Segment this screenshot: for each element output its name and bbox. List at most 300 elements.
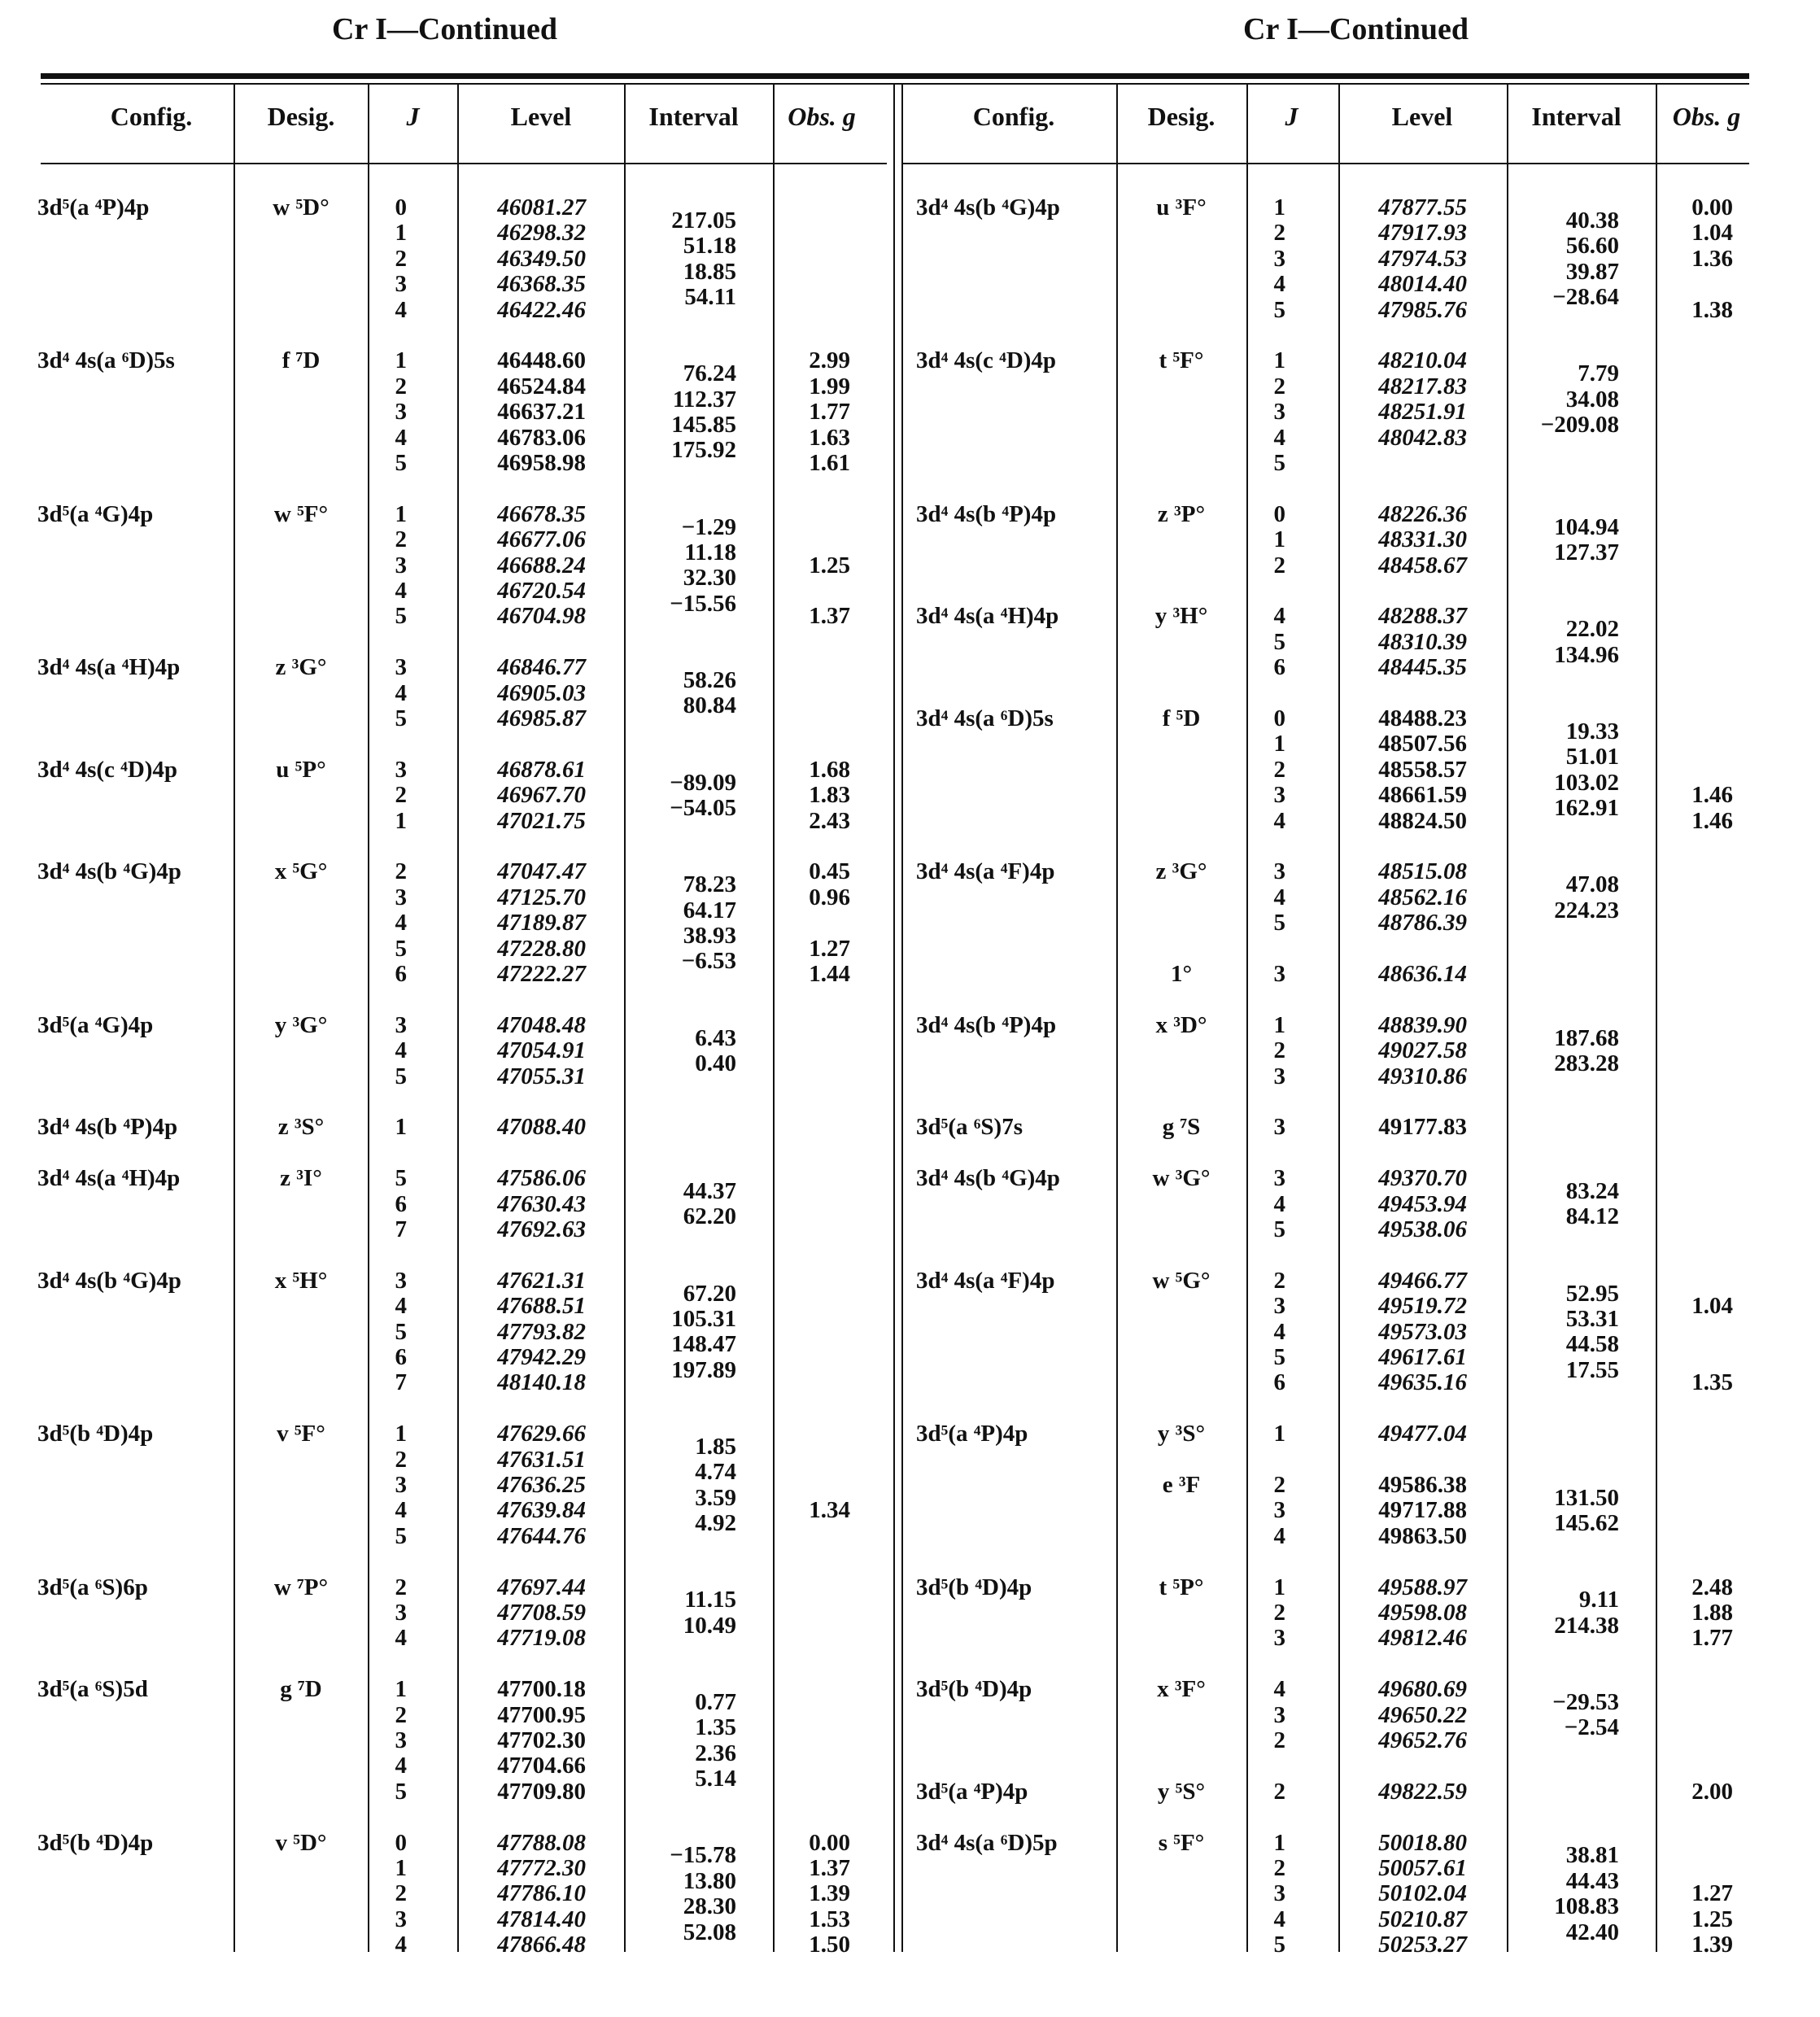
j-value: 1	[1273, 1011, 1285, 1038]
j-value: 3	[395, 552, 407, 578]
designation-label: z ³I°	[280, 1165, 322, 1192]
config-label: 3d⁴ 4s(b ⁴P)4p	[916, 1011, 1057, 1038]
j-value: 5	[395, 705, 407, 731]
column-rule	[368, 85, 369, 1952]
interval-value: 187.68	[1554, 1024, 1619, 1051]
level-value: 47054.91	[497, 1037, 586, 1064]
level-value: 47631.51	[497, 1446, 586, 1473]
j-value: 1	[395, 1855, 407, 1881]
interval-value: −89.09	[670, 769, 736, 796]
interval-value: −15.78	[670, 1842, 736, 1869]
j-value: 2	[1273, 1600, 1285, 1626]
obs-g-value: 1.99	[809, 373, 850, 399]
level-value: 48210.04	[1378, 347, 1467, 374]
j-value: 2	[395, 373, 407, 399]
interval-value: 131.50	[1554, 1484, 1619, 1511]
level-value: 48824.50	[1378, 807, 1467, 834]
interval-value: 40.38	[1565, 207, 1619, 234]
interval-value: 145.62	[1554, 1510, 1619, 1537]
j-value: 1	[395, 347, 407, 374]
j-value: 3	[1273, 245, 1285, 272]
j-value: 3	[395, 1727, 407, 1753]
j-value: 5	[1273, 450, 1285, 476]
level-value: 49027.58	[1378, 1037, 1467, 1064]
j-value: 5	[1273, 1932, 1285, 1958]
interval-value: 17.55	[1565, 1356, 1619, 1383]
config-label: 3d⁴ 4s(c ⁴D)4p	[37, 756, 178, 783]
level-value: 49453.94	[1378, 1190, 1467, 1217]
j-value: 6	[395, 1344, 407, 1370]
interval-value: −54.05	[670, 794, 736, 821]
designation-label: y ⁵S°	[1157, 1778, 1206, 1805]
interval-value: 56.60	[1565, 233, 1619, 260]
level-value: 47629.66	[497, 1421, 586, 1447]
level-value: 48558.57	[1378, 756, 1467, 783]
obs-g-value: 1.61	[809, 450, 850, 476]
designation-label: x ⁵G°	[274, 858, 328, 885]
j-value: 7	[395, 1369, 407, 1396]
obs-g-value: 2.43	[809, 807, 850, 834]
obs-g-value: 1.83	[809, 782, 850, 809]
level-value: 47048.48	[497, 1011, 586, 1038]
level-value: 47866.48	[497, 1932, 586, 1958]
j-value: 2	[1273, 756, 1285, 783]
designation-label: w ⁵F°	[273, 500, 329, 527]
config-label: 3d⁵(a ⁴P)4p	[916, 1778, 1028, 1805]
level-value: 49538.06	[1378, 1216, 1467, 1242]
obs-g-value: 1.36	[1691, 245, 1733, 272]
interval-value: 3.59	[695, 1484, 736, 1511]
level-value: 48661.59	[1378, 782, 1467, 809]
obs-g-value: 1.88	[1691, 1600, 1733, 1626]
interval-value: 78.23	[683, 871, 736, 898]
j-value: 1	[1273, 1421, 1285, 1447]
j-value: 0	[1273, 705, 1285, 731]
obs-g-value: 0.45	[809, 858, 850, 885]
level-value: 46081.27	[497, 194, 586, 220]
interval-value: 52.95	[1565, 1280, 1619, 1307]
j-value: 2	[1273, 220, 1285, 247]
j-value: 1	[1273, 194, 1285, 220]
j-value: 4	[1273, 884, 1285, 910]
level-value: 47088.40	[497, 1114, 586, 1141]
obs-g-value: 0.96	[809, 884, 850, 910]
j-value: 3	[1273, 1165, 1285, 1192]
level-value: 49717.88	[1378, 1497, 1467, 1524]
j-value: 2	[395, 1446, 407, 1473]
config-label: 3d⁴ 4s(a ⁴F)4p	[916, 1267, 1055, 1294]
interval-value: 7.79	[1578, 360, 1619, 387]
interval-value: 145.85	[671, 411, 736, 438]
j-value: 4	[395, 1037, 407, 1064]
column-header: Level	[1391, 102, 1453, 131]
interval-value: 51.01	[1565, 744, 1619, 771]
interval-value: −2.54	[1564, 1714, 1619, 1741]
interval-value: 32.30	[683, 565, 736, 592]
j-value: 4	[395, 1932, 407, 1958]
interval-value: 175.92	[671, 437, 736, 464]
level-value: 46422.46	[497, 296, 586, 323]
designation-label: w ⁷P°	[273, 1574, 329, 1600]
level-value: 49680.69	[1378, 1676, 1467, 1703]
level-value: 48140.18	[497, 1369, 586, 1396]
config-label: 3d⁴ 4s(b ⁴G)4p	[37, 1267, 181, 1294]
level-value: 46524.84	[497, 373, 586, 399]
config-label: 3d⁵(b ⁴D)4p	[37, 1829, 154, 1856]
level-value: 47814.40	[497, 1906, 586, 1932]
level-value: 47630.43	[497, 1190, 586, 1217]
level-value: 46985.87	[497, 705, 586, 731]
obs-g-value: 1.53	[809, 1906, 850, 1932]
j-value: 3	[395, 1267, 407, 1294]
level-value: 47793.82	[497, 1318, 586, 1345]
level-value: 47047.47	[497, 858, 586, 885]
level-value: 46637.21	[497, 399, 586, 426]
interval-value: −28.64	[1552, 283, 1619, 310]
config-label: 3d⁵(a ⁴G)4p	[37, 1011, 154, 1038]
designation-label: y ³S°	[1157, 1421, 1206, 1447]
level-value: 46688.24	[497, 552, 586, 578]
j-value: 5	[395, 603, 407, 630]
interval-value: 13.80	[683, 1867, 736, 1894]
interval-value: 0.40	[695, 1050, 736, 1076]
obs-g-value: 1.44	[809, 961, 850, 987]
obs-g-value: 1.46	[1691, 807, 1733, 834]
interval-value: −209.08	[1540, 411, 1619, 438]
j-value: 4	[1273, 271, 1285, 298]
level-value: 48288.37	[1378, 603, 1467, 630]
interval-value: 83.24	[1565, 1177, 1619, 1204]
j-value: 1	[395, 1676, 407, 1703]
obs-g-value: 2.48	[1691, 1574, 1733, 1600]
column-header: Level	[510, 102, 572, 131]
j-value: 2	[395, 526, 407, 553]
designation-label: w ⁵D°	[273, 194, 330, 220]
level-value: 46783.06	[497, 424, 586, 451]
j-value: 3	[1273, 399, 1285, 426]
config-label: 3d⁴ 4s(a ⁴H)4p	[37, 654, 181, 681]
j-value: 4	[395, 424, 407, 451]
j-value: 5	[1273, 910, 1285, 936]
level-value: 47917.93	[1378, 220, 1467, 247]
designation-label: f ⁵D	[1162, 705, 1201, 731]
config-label: 3d⁴ 4s(a ⁶D)5p	[916, 1829, 1058, 1856]
config-label: 3d⁴ 4s(b ⁴G)4p	[916, 1165, 1060, 1192]
j-value: 0	[395, 1829, 407, 1856]
column-header: Obs. g	[1672, 102, 1741, 131]
obs-g-value: 0.00	[809, 1829, 850, 1856]
interval-value: 4.92	[695, 1510, 736, 1537]
j-value: 2	[1273, 552, 1285, 578]
interval-value: 217.05	[671, 207, 736, 234]
designation-label: f ⁷D	[282, 347, 321, 374]
level-value: 47985.76	[1378, 296, 1467, 323]
j-value: 3	[395, 1472, 407, 1498]
interval-value: 11.18	[684, 539, 736, 565]
interval-value: 47.08	[1565, 871, 1619, 898]
j-value: 6	[1273, 654, 1285, 681]
designation-label: v ⁵D°	[275, 1829, 327, 1856]
level-value: 47021.75	[497, 807, 586, 834]
config-label: 3d⁵(b ⁴D)4p	[37, 1421, 154, 1447]
designation-label: 1°	[1170, 961, 1193, 987]
designation-label: t ⁵P°	[1159, 1574, 1204, 1600]
interval-value: 214.38	[1554, 1612, 1619, 1639]
j-value: 0	[1273, 500, 1285, 527]
interval-value: 44.43	[1565, 1867, 1619, 1894]
level-value: 47639.84	[497, 1497, 586, 1524]
obs-g-value: 1.37	[809, 1855, 850, 1881]
j-value: 4	[395, 296, 407, 323]
j-value: 4	[1273, 1318, 1285, 1345]
top-rule-thin	[41, 83, 1749, 85]
designation-label: u ⁵P°	[276, 756, 326, 783]
level-value: 46958.98	[497, 450, 586, 476]
config-label: 3d⁵(a ⁴G)4p	[37, 500, 154, 527]
level-value: 46368.35	[497, 271, 586, 298]
interval-value: 112.37	[672, 386, 736, 413]
level-value: 46448.60	[497, 347, 586, 374]
j-value: 2	[395, 245, 407, 272]
j-value: 1	[1273, 731, 1285, 757]
column-rule	[1656, 85, 1657, 1952]
level-value: 47974.53	[1378, 245, 1467, 272]
obs-g-value: 1.04	[1691, 220, 1733, 247]
j-value: 4	[395, 910, 407, 936]
j-value: 5	[395, 1165, 407, 1192]
level-value: 49863.50	[1378, 1522, 1467, 1549]
j-value: 1	[395, 807, 407, 834]
interval-value: 62.20	[683, 1203, 736, 1230]
obs-g-value: 1.27	[1691, 1880, 1733, 1907]
interval-value: 134.96	[1554, 641, 1619, 668]
j-value: 2	[1273, 1472, 1285, 1498]
designation-label: w ³G°	[1152, 1165, 1211, 1192]
interval-value: 80.84	[683, 692, 736, 719]
interval-value: −6.53	[681, 948, 736, 975]
interval-value: 148.47	[671, 1331, 736, 1358]
interval-value: 19.33	[1565, 718, 1619, 744]
j-value: 3	[395, 399, 407, 426]
column-header: Desig.	[1147, 102, 1216, 131]
level-value: 49177.83	[1378, 1114, 1467, 1141]
j-value: 2	[395, 1574, 407, 1600]
level-value: 50253.27	[1378, 1932, 1467, 1958]
j-value: 5	[1273, 296, 1285, 323]
j-value: 2	[1273, 1778, 1285, 1805]
config-label: 3d⁴ 4s(a ⁴H)4p	[37, 1165, 181, 1192]
interval-value: 10.49	[683, 1612, 736, 1639]
interval-value: 11.15	[684, 1587, 736, 1613]
level-value: 48507.56	[1378, 731, 1467, 757]
level-value: 47700.95	[497, 1701, 586, 1728]
config-label: 3d⁴ 4s(b ⁴P)4p	[916, 500, 1057, 527]
interval-value: 52.08	[683, 1919, 736, 1945]
j-value: 4	[395, 1497, 407, 1524]
column-header: Desig.	[267, 102, 335, 131]
j-value: 2	[1273, 1267, 1285, 1294]
level-value: 46720.54	[497, 578, 586, 604]
level-value: 46678.35	[497, 500, 586, 527]
interval-value: −29.53	[1552, 1688, 1619, 1715]
j-value: 2	[395, 782, 407, 809]
level-value: 47700.18	[497, 1676, 586, 1703]
j-value: 3	[1273, 1497, 1285, 1524]
level-value: 47688.51	[497, 1293, 586, 1320]
level-value: 47704.66	[497, 1753, 586, 1779]
j-value: 3	[1273, 1625, 1285, 1652]
j-value: 1	[1273, 1574, 1285, 1600]
designation-label: x ³F°	[1157, 1676, 1206, 1703]
interval-value: 58.26	[683, 666, 736, 693]
level-value: 48217.83	[1378, 373, 1467, 399]
designation-label: x ³D°	[1155, 1011, 1207, 1038]
level-value: 50102.04	[1378, 1880, 1467, 1907]
j-value: 4	[395, 578, 407, 604]
obs-g-value: 1.63	[809, 424, 850, 451]
level-value: 47786.10	[497, 1880, 586, 1907]
j-value: 4	[1273, 424, 1285, 451]
j-value: 3	[1273, 1880, 1285, 1907]
designation-label: t ⁵F°	[1159, 347, 1204, 374]
interval-value: 103.02	[1554, 769, 1619, 796]
interval-value: 22.02	[1565, 616, 1619, 643]
level-value: 46349.50	[497, 245, 586, 272]
j-value: 3	[395, 271, 407, 298]
interval-value: 84.12	[1565, 1203, 1619, 1230]
column-rule	[457, 85, 459, 1952]
j-value: 1	[395, 1421, 407, 1447]
level-value: 49652.76	[1378, 1727, 1467, 1753]
level-value: 49310.86	[1378, 1063, 1467, 1089]
level-value: 48014.40	[1378, 271, 1467, 298]
designation-label: z ³P°	[1157, 500, 1206, 527]
interval-value: 1.85	[695, 1433, 736, 1460]
level-value: 50057.61	[1378, 1855, 1467, 1881]
j-value: 4	[1273, 1190, 1285, 1217]
column-rule	[893, 85, 895, 1952]
level-value: 46905.03	[497, 679, 586, 706]
obs-g-value: 1.04	[1691, 1293, 1733, 1320]
config-label: 3d⁵(a ⁴P)4p	[37, 194, 150, 220]
designation-label: e ³F	[1162, 1472, 1201, 1498]
designation-label: z ³S°	[277, 1114, 325, 1141]
interval-value: 1.35	[695, 1714, 736, 1741]
level-value: 47788.08	[497, 1829, 586, 1856]
designation-label: z ³G°	[275, 654, 327, 681]
obs-g-value: 1.39	[1691, 1932, 1733, 1958]
interval-value: 53.31	[1565, 1305, 1619, 1332]
designation-label: v ⁵F°	[277, 1421, 325, 1447]
designation-label: y ³H°	[1154, 603, 1208, 630]
obs-g-value: 1.38	[1691, 296, 1733, 323]
j-value: 6	[395, 961, 407, 987]
config-label: 3d⁴ 4s(a ⁶D)5s	[37, 347, 175, 374]
level-value: 48251.91	[1378, 399, 1467, 426]
config-label: 3d⁴ 4s(c ⁴D)4p	[916, 347, 1057, 374]
j-value: 5	[395, 450, 407, 476]
j-value: 4	[395, 1625, 407, 1652]
j-value: 4	[1273, 807, 1285, 834]
config-label: 3d⁴ 4s(a ⁴H)4p	[916, 603, 1059, 630]
level-value: 47586.06	[497, 1165, 586, 1192]
designation-label: z ³G°	[1155, 858, 1207, 885]
obs-g-value: 1.35	[1691, 1369, 1733, 1396]
config-label: 3d⁴ 4s(a ⁴F)4p	[916, 858, 1055, 885]
j-value: 3	[395, 884, 407, 910]
interval-value: 108.83	[1554, 1893, 1619, 1920]
j-value: 5	[395, 1063, 407, 1089]
obs-g-value: 1.27	[809, 935, 850, 962]
interval-value: 54.11	[684, 283, 736, 310]
designation-label: g ⁷S	[1162, 1114, 1201, 1141]
level-value: 47644.76	[497, 1522, 586, 1549]
level-value: 47709.80	[497, 1778, 586, 1805]
interval-value: 42.40	[1565, 1919, 1619, 1945]
j-value: 1	[395, 500, 407, 527]
interval-value: 6.43	[695, 1024, 736, 1051]
interval-value: 197.89	[671, 1356, 736, 1383]
header-rule-right	[903, 163, 1749, 164]
obs-g-value: 1.34	[809, 1497, 850, 1524]
j-value: 5	[395, 1778, 407, 1805]
j-value: 5	[1273, 1344, 1285, 1370]
level-value: 47222.27	[497, 961, 586, 987]
column-header: J	[406, 102, 420, 131]
level-value: 47692.63	[497, 1216, 586, 1242]
j-value: 4	[1273, 1676, 1285, 1703]
level-value: 47719.08	[497, 1625, 586, 1652]
level-value: 46704.98	[497, 603, 586, 630]
level-value: 47942.29	[497, 1344, 586, 1370]
level-value: 49588.97	[1378, 1574, 1467, 1600]
j-value: 3	[1273, 1114, 1285, 1141]
obs-g-value: 0.00	[1691, 194, 1733, 220]
j-value: 2	[395, 1701, 407, 1728]
obs-g-value: 1.39	[809, 1880, 850, 1907]
config-label: 3d⁵(b ⁴D)4p	[916, 1574, 1032, 1600]
column-rule	[1507, 85, 1508, 1952]
column-header: Interval	[648, 102, 739, 131]
interval-value: 105.31	[671, 1305, 736, 1332]
level-value: 50018.80	[1378, 1829, 1467, 1856]
interval-value: 162.91	[1554, 794, 1619, 821]
level-value: 49573.03	[1378, 1318, 1467, 1345]
j-value: 2	[1273, 1727, 1285, 1753]
level-value: 49650.22	[1378, 1701, 1467, 1728]
j-value: 7	[395, 1216, 407, 1242]
interval-value: 0.77	[695, 1688, 736, 1715]
level-value: 49822.59	[1378, 1778, 1467, 1805]
title-left: Cr I—Continued	[332, 12, 557, 46]
level-value: 46967.70	[497, 782, 586, 809]
config-label: 3d⁵(a ⁶S)7s	[916, 1114, 1023, 1141]
j-value: 3	[1273, 1701, 1285, 1728]
interval-value: −15.56	[670, 590, 736, 617]
level-value: 49519.72	[1378, 1293, 1467, 1320]
config-label: 3d⁴ 4s(a ⁶D)5s	[916, 705, 1054, 731]
level-value: 49635.16	[1378, 1369, 1467, 1396]
interval-value: 39.87	[1565, 258, 1619, 285]
interval-value: 224.23	[1554, 897, 1619, 923]
j-value: 2	[1273, 1037, 1285, 1064]
interval-value: 67.20	[683, 1280, 736, 1307]
column-header: Interval	[1531, 102, 1621, 131]
j-value: 5	[1273, 628, 1285, 655]
level-value: 48445.35	[1378, 654, 1467, 681]
interval-value: 44.58	[1565, 1331, 1619, 1358]
column-rule	[1338, 85, 1340, 1952]
